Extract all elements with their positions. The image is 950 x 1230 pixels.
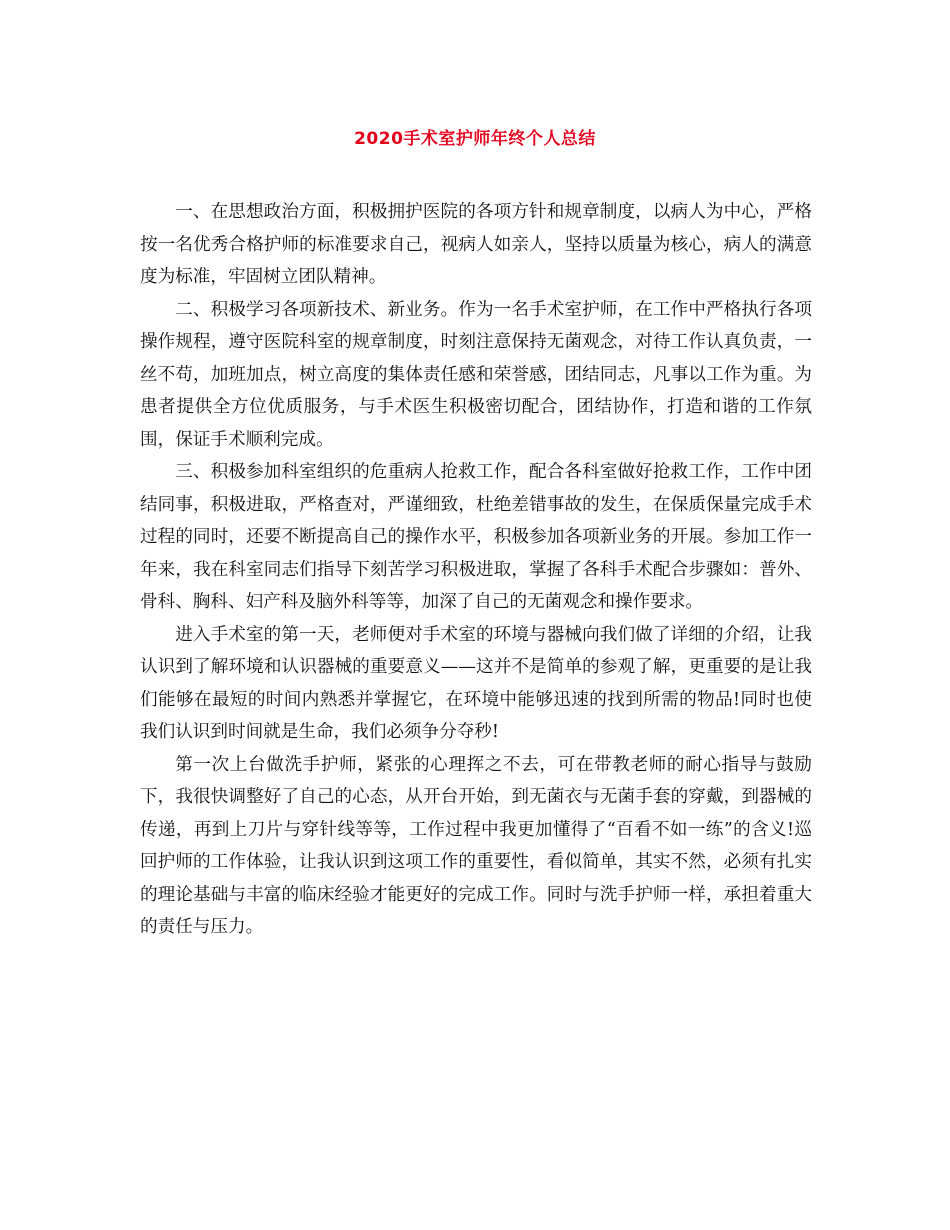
paragraph-scrub-nurse: 第一次上台做洗手护师，紧张的心理挥之不去，可在带教老师的耐心指导与鼓励下，我很快调整好了自己的心态，从开台开始，到无菌衣与无菌手套的穿戴，到器械的传递，再到上刀片与穿针线等等，工作过程中我更加懂得了“百看不如一练”的含义!巡回护师的工作体验，让我认识到这项工作的重要性，看似简单，其实不然，必须有扎实的理论基础与丰富的临床经验才能更好的完成工作。同时与洗手护师一样，承担着重大的责任与压力。 [140, 754, 812, 937]
paragraph-political: 一、在思想政治方面，积极拥护医院的各项方针和规章制度，以病人为中心，严格按一名优秀合格护师的标准要求自己，视病人如亲人，坚持以质量为核心，病人的满意度为标准，牢固树立团队精神。 [140, 202, 812, 287]
document-title: 2020手术室护师年终个人总结 [354, 129, 596, 149]
paragraph-rescue: 三、积极参加科室组织的危重病人抢救工作，配合各科室做好抢救工作，工作中团结同事，积极进取，严格查对，严谨细致，杜绝差错事故的发生，在保质保量完成手术过程的同时，还要不断提高自己的操作水平，积极参加各项新业务的开展。参加工作一年来，我在科室同志们指导下刻苦学习积极进取，掌握了各科手术配合步骤如：普外、骨科、胸科、妇产科及脑外科等等，加深了自己的无菌观念和操作要求。 [140, 462, 812, 612]
paragraph-learning: 二、积极学习各项新技术、新业务。作为一名手术室护师，在工作中严格执行各项操作规程，遵守医院科室的规章制度，时刻注意保持无菌观念，对待工作认真负责，一丝不苟，加班加点，树立高度的集体责任感和荣誉感，团结同志，凡事以工作为重。为患者提供全方位优质服务，与手术医生积极密切配合，团结协作，打造和谐的工作氛围，保证手术顺利完成。 [140, 299, 812, 450]
document-body [140, 196, 812, 944]
paragraph-first-day: 进入手术室的第一天，老师便对手术室的环境与器械向我们做了详细的介绍，让我认识到了解环境和认识器械的重要意义——这并不是简单的参观了解，更重要的是让我们能够在最短的时间内熟悉并掌握它，在环境中能够迅速的找到所需的物品!同时也使我们认识到时间就是生命，我们必须争分夺秒! [140, 624, 812, 742]
